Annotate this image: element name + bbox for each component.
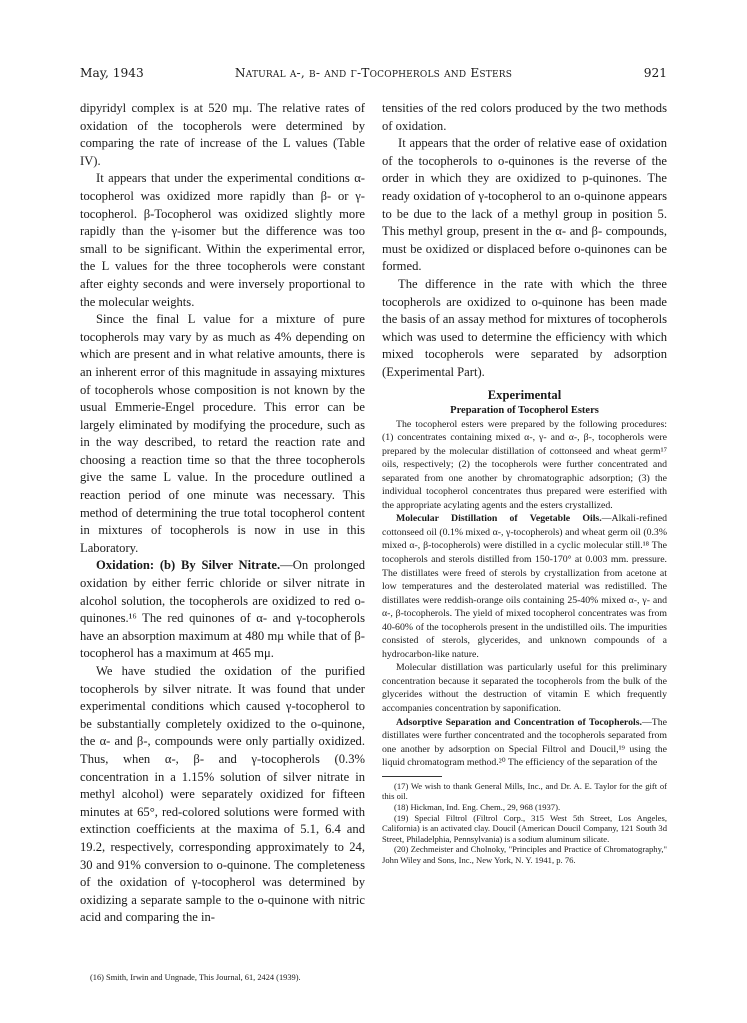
- left-column: [80, 100, 365, 927]
- oxidation-text: —On prolonged oxidation by either ferric chloride or silver nitrate in alcohol solution, the tocopherols are oxidized to red o-quinones.¹⁶ The red quinones of α- and γ-tocopherols have an absorption maximum at 480 mμ while that of β-tocopherol has a maximum at 465 mμ.: [80, 558, 366, 661]
- page-number: 921: [643, 66, 667, 80]
- left-paragraph-4: [80, 557, 365, 663]
- right-paragraph-2: It appears that the order of relative ease of oxidation of the tocopherols to o-quinones is the reverse of the order in which they are oxidized to p-quinones. The ready oxidation of γ-tocopherol to an o-quinone appears to be due to the lack of a methyl group in position 5. This methyl group, present in the α- and β- compounds, must be oxidized or displaced before o-quinones can be formed.: [382, 136, 667, 274]
- right-column: [382, 100, 667, 865]
- right-paragraph-1: tensities of the red colors produced by the two methods of oxidation.: [382, 101, 667, 133]
- footnote-18: (18) Hickman, Ind. Eng. Chem., 29, 968 (1937).: [394, 801, 561, 812]
- header-title: Natural α-, β- and γ-Tocopherols and Esters: [234, 66, 513, 80]
- footnote-17: (17) We wish to thank General Mills, Inc., and Dr. A. E. Taylor for the gift of this oil.: [382, 780, 667, 802]
- adsorption-heading: Adsorptive Separation and Concentration of Tocopherols.: [396, 716, 642, 728]
- left-paragraph-3: Since the final L value for a mixture of pure tocopherols may vary by as much as 4% depending on which are present and in what relative amounts, there is an inherent error of this magnitude in assaying mixtures of tocopherols whose composition is not known by the usual Emmerie-Engel procedure. This error can be largely eliminated by modifying the procedure, such as in the way described, to retard the reaction rate and choosing a reaction time so that the three tocopherols give the same L value. In the procedure outlined a reaction period of one minute was necessary. This method of determining the true total tocopherol content in mixtures of tocopherols is now in use in this Laboratory.: [80, 312, 365, 555]
- right-paragraph-3: The difference in the rate with which the three tocopherols are oxidized to o-quinone has been made the basis of an assay method for mixtures of tocopherols which was used to determine the efficiency with which mixed tocopherols were separated by adsorption (Experimental Part).: [382, 276, 667, 379]
- experimental-paragraph-1: The tocopherol esters were prepared by the following procedures: (1) concentrates containing mixed α-, γ- and α-, β-, tocopherols were prepared by the molecular distillation of cottonseed and wheat germ¹⁷ oils, respectively; (2) the tocopherols were further concentrated and separated from one another by chromatographic adsorption; (3) the individual tocopherol concentrates thus prepared were esterified with the appropriate acylating agents and the esters crystallized.: [382, 418, 667, 511]
- experimental-paragraph-2: [382, 512, 667, 661]
- oxidation-heading: Oxidation: (b) By Silver Nitrate.: [96, 558, 281, 573]
- distillation-heading: Molecular Distillation of Vegetable Oils.: [396, 513, 602, 525]
- footnote-20: (20) Zechmeister and Cholnoky, "Principles and Practice of Chromatography," John Wiley and Sons, Inc., New York, N. Y. 1941, p. 76.: [382, 844, 667, 865]
- section-title-experimental: Experimental: [487, 387, 562, 402]
- left-paragraph-5: We have studied the oxidation of the purified tocopherols by silver nitrate. It was found that under experimental conditions which caused γ-tocopherol to be substantially completely oxidized to the o-quinone, the α- and β-, compounds were only partially oxidized. Thus, when α-, β- and γ-tocopherols (0.3% concentration in a 1.15% solution of silver nitrate in methyl alcohol) were separately oxidized for fifteen minutes at 65°, red-colored solutions were formed with extinction coefficients at the maxima of 5.1, 6.4 and 19.2, respectively, corresponding approximately to 24, 30 and 91% conversion to o-quinone. The completeness of the oxidation of γ-tocopherol was determined by oxidizing a separate sample to the o-quinone with nitric acid and comparing the in-: [80, 664, 365, 925]
- adsorption-text: —The distillates were further concentrated and the tocopherols separated from one another by adsorption on Special Filtrol and Doucil,¹⁹ using the liquid chromatogram method.²⁰ The efficiency of the separation of the: [382, 716, 667, 769]
- footnote-16: (16) Smith, Irwin and Ungnade, This Journal, 61, 2424 (1939).: [90, 973, 301, 982]
- experimental-paragraph-4: [382, 716, 667, 770]
- left-paragraph-1: dipyridyl complex is at 520 mμ. The relative rates of oxidation of the tocopherols were determined by comparing the rate of increase of the L values (Table IV).: [80, 101, 365, 168]
- header-date: May, 1943: [80, 66, 144, 80]
- experimental-paragraph-3: Molecular distillation was particularly useful for this preliminary concentration because it separated the tocopherols from the bulk of the glycerides without the destruction of vitamin E which frequently accompanies concentration by saponification.: [382, 662, 667, 714]
- footnote-divider: [382, 776, 442, 777]
- footnote-19: (19) Special Filtrol (Filtrol Corp., 315 West 5th Street, Los Angeles, California) is an activated clay. Doucil (American Doucil Company, 121 South 3d Street, Philadelphia, Pennsylvania) is a sodium aluminum silicate.: [382, 812, 667, 844]
- subsection-title-esters: Preparation of Tocopherol Esters: [450, 404, 599, 416]
- left-paragraph-2: It appears that under the experimental conditions α-tocopherol was oxidized more rapidly than β- or γ-tocopherol. β-Tocopherol was oxidized slightly more rapidly than the γ-isomer but the difference was too small to be significant. Within the experimental error, the L values for the three tocopherols were constant after eighty seconds and were inversely proportional to the molecular weights.: [80, 171, 365, 309]
- running-header: [80, 66, 667, 82]
- distillation-text: —Alkali-refined cottonseed oil (0.1% mixed α-, γ-tocopherols) and wheat germ oil (0.3% mixed α-, β-tocopherols) were distilled in a cyclic molecular still.¹⁸ The tocopherols and sterols distilled from 150-170° at 0.003 mm. pressure. The distillates were freed of sterols by crystallization from acetone at low temperatures and the desterolated material was redistilled. The distillates were reddish-orange oils containing 25-40% mixed α-, γ- and α-, β-tocopherols. The yield of mixed tocopherol concentrates was from 40-60% of the tocopherols present in the undistilled oils. The impurities consisted of sterols, glycerides, and unknown compounds of a hydrocarbon-like nature.: [382, 513, 667, 660]
